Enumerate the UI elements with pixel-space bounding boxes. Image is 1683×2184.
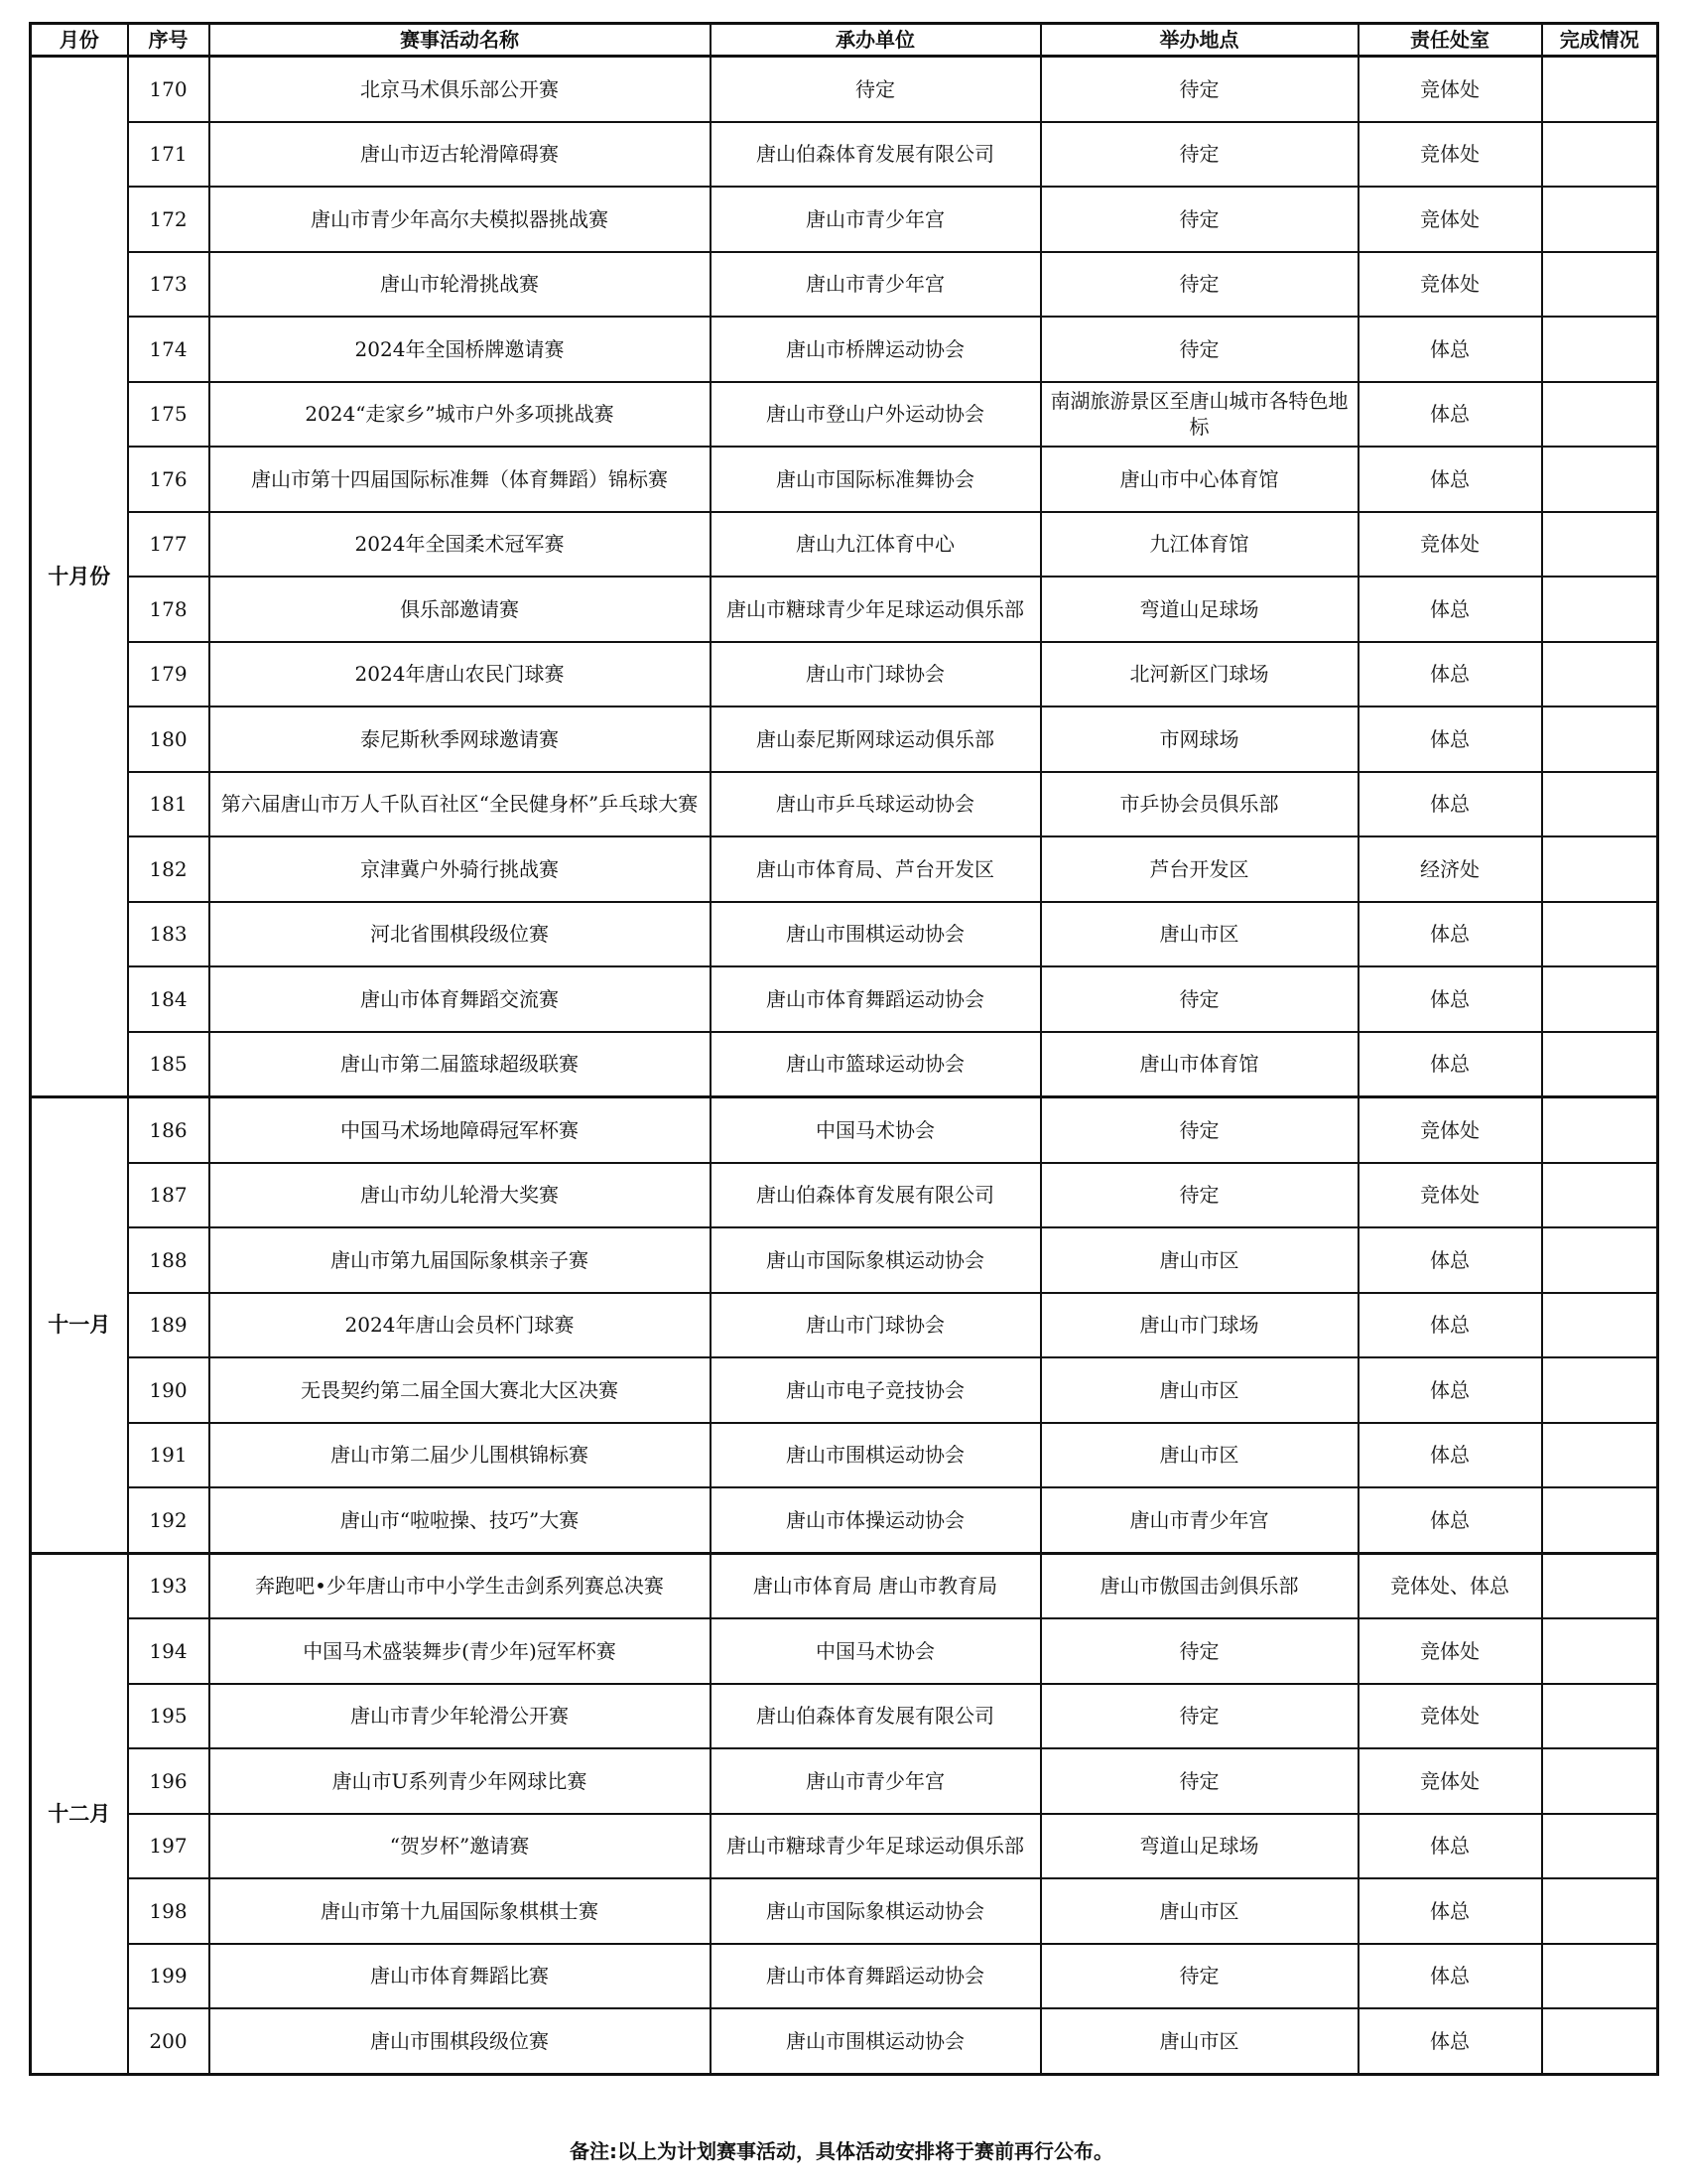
event-name-cell: 泰尼斯秋季网球邀请赛 [209,707,711,772]
responsible-office-cell: 竞体处 [1359,187,1542,252]
table-row [31,1618,1658,1684]
number-cell: 170 [128,57,209,122]
table-row [31,966,1658,1032]
table-row [31,2008,1658,2074]
responsible-office-cell: 竞体处 [1359,1684,1542,1749]
completion-status-cell [1542,966,1658,1032]
event-name-cell: 2024“走家乡”城市户外多项挑战赛 [209,382,711,448]
completion-status-cell [1542,1878,1658,1944]
responsible-office-cell: 体总 [1359,1032,1542,1097]
venue-cell: 唐山市傲国击剑俱乐部 [1041,1553,1359,1618]
organizer-cell: 中国马术协会 [711,1618,1041,1684]
completion-status-cell [1542,1487,1658,1553]
completion-status-cell [1542,1423,1658,1488]
venue-cell: 弯道山足球场 [1041,1814,1359,1879]
venue-cell: 唐山市区 [1041,1423,1359,1488]
number-cell: 174 [128,317,209,382]
venue-cell: 待定 [1041,1748,1359,1814]
table-row [31,1032,1658,1097]
event-name-cell: 中国马术场地障碍冠军杯赛 [209,1097,711,1163]
header-event-name: 赛事活动名称 [209,24,711,57]
header-month: 月份 [31,24,128,57]
event-name-cell: 唐山市幼儿轮滑大奖赛 [209,1163,711,1228]
responsible-office-cell: 竞体处 [1359,1163,1542,1228]
responsible-office-cell: 体总 [1359,642,1542,707]
number-cell: 193 [128,1553,209,1618]
responsible-office-cell: 竞体处 [1359,252,1542,318]
responsible-office-cell: 体总 [1359,447,1542,512]
completion-status-cell [1542,1618,1658,1684]
event-name-cell: 北京马术俱乐部公开赛 [209,57,711,122]
completion-status-cell [1542,1748,1658,1814]
completion-status-cell [1542,707,1658,772]
responsible-office-cell: 体总 [1359,1944,1542,2009]
event-name-cell: 唐山市第十四届国际标准舞（体育舞蹈）锦标赛 [209,447,711,512]
organizer-cell: 唐山伯森体育发展有限公司 [711,1684,1041,1749]
organizer-cell: 唐山九江体育中心 [711,512,1041,578]
number-cell: 180 [128,707,209,772]
event-name-cell: 唐山市围棋段级位赛 [209,2008,711,2074]
responsible-office-cell: 竞体处 [1359,512,1542,578]
event-name-cell: 唐山市第二届少儿围棋锦标赛 [209,1423,711,1488]
responsible-office-cell: 竞体处 [1359,1097,1542,1163]
organizer-cell: 唐山市国际象棋运动协会 [711,1878,1041,1944]
event-name-cell: 唐山市体育舞蹈比赛 [209,1944,711,2009]
header-completion-status: 完成情况 [1542,24,1658,57]
header-organizer: 承办单位 [711,24,1041,57]
responsible-office-cell: 体总 [1359,772,1542,837]
venue-cell: 唐山市中心体育馆 [1041,447,1359,512]
venue-cell: 唐山市区 [1041,1357,1359,1423]
organizer-cell: 唐山市国际象棋运动协会 [711,1227,1041,1293]
table-row [31,187,1658,252]
table-row [31,772,1658,837]
venue-cell: 九江体育馆 [1041,512,1359,578]
table-row [31,382,1658,448]
event-name-cell: 唐山市第十九届国际象棋棋士赛 [209,1878,711,1944]
venue-cell: 芦台开发区 [1041,836,1359,902]
venue-cell: 南湖旅游景区至唐山城市各特色地标 [1041,382,1359,448]
organizer-cell: 唐山市门球协会 [711,1293,1041,1358]
responsible-office-cell: 竞体处 [1359,1618,1542,1684]
table-row [31,1944,1658,2009]
responsible-office-cell: 体总 [1359,382,1542,448]
number-cell: 179 [128,642,209,707]
number-cell: 199 [128,1944,209,2009]
number-cell: 183 [128,902,209,967]
event-name-cell: 唐山市体育舞蹈交流赛 [209,966,711,1032]
organizer-cell: 唐山市乒乓球运动协会 [711,772,1041,837]
venue-cell: 唐山市区 [1041,1227,1359,1293]
event-name-cell: “贺岁杯”邀请赛 [209,1814,711,1879]
table-row [31,577,1658,642]
completion-status-cell [1542,1293,1658,1358]
organizer-cell: 待定 [711,57,1041,122]
table-row [31,1227,1658,1293]
number-cell: 191 [128,1423,209,1488]
organizer-cell: 唐山市青少年宫 [711,252,1041,318]
number-cell: 176 [128,447,209,512]
responsible-office-cell: 竞体处 [1359,57,1542,122]
number-cell: 188 [128,1227,209,1293]
completion-status-cell [1542,1684,1658,1749]
number-cell: 181 [128,772,209,837]
completion-status-cell [1542,642,1658,707]
event-name-cell: 2024年全国桥牌邀请赛 [209,317,711,382]
venue-cell: 弯道山足球场 [1041,577,1359,642]
venue-cell: 待定 [1041,122,1359,188]
completion-status-cell [1542,836,1658,902]
event-name-cell: 唐山市U系列青少年网球比赛 [209,1748,711,1814]
table-row [31,1553,1658,1618]
event-name-cell: 唐山市轮滑挑战赛 [209,252,711,318]
responsible-office-cell: 竞体处 [1359,122,1542,188]
table-row [31,1684,1658,1749]
table-row [31,1814,1658,1879]
responsible-office-cell: 体总 [1359,1227,1542,1293]
responsible-office-cell: 体总 [1359,577,1542,642]
venue-cell: 待定 [1041,252,1359,318]
venue-cell: 北河新区门球场 [1041,642,1359,707]
organizer-cell: 唐山市门球协会 [711,642,1041,707]
venue-cell: 待定 [1041,187,1359,252]
number-cell: 198 [128,1878,209,1944]
responsible-office-cell: 体总 [1359,1814,1542,1879]
table-row [31,512,1658,578]
event-name-cell: 唐山市第二届篮球超级联赛 [209,1032,711,1097]
venue-cell: 待定 [1041,1618,1359,1684]
completion-status-cell [1542,512,1658,578]
organizer-cell: 唐山市国际标准舞协会 [711,447,1041,512]
number-cell: 186 [128,1097,209,1163]
table-row [31,642,1658,707]
responsible-office-cell: 体总 [1359,1423,1542,1488]
organizer-cell: 唐山市登山户外运动协会 [711,382,1041,448]
organizer-cell: 唐山市体育局 唐山市教育局 [711,1553,1041,1618]
table-row [31,707,1658,772]
header-responsible-office: 责任处室 [1359,24,1542,57]
completion-status-cell [1542,317,1658,382]
event-name-cell: 俱乐部邀请赛 [209,577,711,642]
organizer-cell: 唐山市青少年宫 [711,187,1041,252]
number-cell: 190 [128,1357,209,1423]
organizer-cell: 唐山市体操运动协会 [711,1487,1041,1553]
header-row [31,24,1658,57]
venue-cell: 唐山市区 [1041,1878,1359,1944]
number-cell: 173 [128,252,209,318]
venue-cell: 待定 [1041,57,1359,122]
table-body [31,57,1658,2075]
table-row [31,1293,1658,1358]
responsible-office-cell: 体总 [1359,1357,1542,1423]
responsible-office-cell: 体总 [1359,902,1542,967]
event-name-cell: 无畏契约第二届全国大赛北大区决赛 [209,1357,711,1423]
responsible-office-cell: 体总 [1359,966,1542,1032]
venue-cell: 待定 [1041,317,1359,382]
event-name-cell: 唐山市“啦啦操、技巧”大赛 [209,1487,711,1553]
completion-status-cell [1542,1163,1658,1228]
month-cell: 十二月 [31,1553,128,2074]
completion-status-cell [1542,252,1658,318]
responsible-office-cell: 竞体处 [1359,1748,1542,1814]
event-name-cell: 河北省围棋段级位赛 [209,902,711,967]
number-cell: 178 [128,577,209,642]
number-cell: 172 [128,187,209,252]
completion-status-cell [1542,772,1658,837]
completion-status-cell [1542,187,1658,252]
completion-status-cell [1542,1227,1658,1293]
venue-cell: 唐山市区 [1041,2008,1359,2074]
event-name-cell: 京津冀户外骑行挑战赛 [209,836,711,902]
responsible-office-cell: 体总 [1359,1487,1542,1553]
number-cell: 175 [128,382,209,448]
event-name-cell: 2024年唐山农民门球赛 [209,642,711,707]
completion-status-cell [1542,382,1658,448]
completion-status-cell [1542,1814,1658,1879]
number-cell: 171 [128,122,209,188]
event-name-cell: 2024年唐山会员杯门球赛 [209,1293,711,1358]
number-cell: 185 [128,1032,209,1097]
event-schedule-table [29,22,1659,2076]
completion-status-cell [1542,1553,1658,1618]
venue-cell: 待定 [1041,1944,1359,2009]
event-name-cell: 奔跑吧•少年唐山市中小学生击剑系列赛总决赛 [209,1553,711,1618]
organizer-cell: 唐山市糖球青少年足球运动俱乐部 [711,1814,1041,1879]
number-cell: 184 [128,966,209,1032]
month-cell: 十一月 [31,1097,128,1554]
event-name-cell: 唐山市迈古轮滑障碍赛 [209,122,711,188]
table-row [31,1487,1658,1553]
responsible-office-cell: 体总 [1359,1878,1542,1944]
event-name-cell: 2024年全国柔术冠军赛 [209,512,711,578]
completion-status-cell [1542,122,1658,188]
event-schedule-sheet [29,22,1656,2076]
table-row [31,1748,1658,1814]
responsible-office-cell: 体总 [1359,707,1542,772]
table-row [31,1163,1658,1228]
table-row [31,317,1658,382]
month-cell: 十月份 [31,57,128,1097]
organizer-cell: 唐山市青少年宫 [711,1748,1041,1814]
number-cell: 192 [128,1487,209,1553]
event-name-cell: 第六届唐山市万人千队百社区“全民健身杯”乒乓球大赛 [209,772,711,837]
event-name-cell: 唐山市青少年轮滑公开赛 [209,1684,711,1749]
number-cell: 195 [128,1684,209,1749]
event-name-cell: 中国马术盛装舞步(青少年)冠军杯赛 [209,1618,711,1684]
table-row [31,1423,1658,1488]
header-number: 序号 [128,24,209,57]
responsible-office-cell: 经济处 [1359,836,1542,902]
table-row [31,447,1658,512]
venue-cell: 待定 [1041,1684,1359,1749]
table-row [31,902,1658,967]
venue-cell: 待定 [1041,1163,1359,1228]
organizer-cell: 唐山伯森体育发展有限公司 [711,1163,1041,1228]
completion-status-cell [1542,1097,1658,1163]
completion-status-cell [1542,1944,1658,2009]
organizer-cell: 唐山市桥牌运动协会 [711,317,1041,382]
table-row [31,122,1658,188]
completion-status-cell [1542,902,1658,967]
venue-cell: 唐山市门球场 [1041,1293,1359,1358]
organizer-cell: 唐山市围棋运动协会 [711,1423,1041,1488]
table-row [31,1357,1658,1423]
number-cell: 187 [128,1163,209,1228]
organizer-cell: 唐山泰尼斯网球运动俱乐部 [711,707,1041,772]
completion-status-cell [1542,1357,1658,1423]
number-cell: 177 [128,512,209,578]
organizer-cell: 中国马术协会 [711,1097,1041,1163]
event-name-cell: 唐山市第九届国际象棋亲子赛 [209,1227,711,1293]
venue-cell: 待定 [1041,966,1359,1032]
number-cell: 200 [128,2008,209,2074]
organizer-cell: 唐山伯森体育发展有限公司 [711,122,1041,188]
completion-status-cell [1542,1032,1658,1097]
venue-cell: 市网球场 [1041,707,1359,772]
number-cell: 182 [128,836,209,902]
organizer-cell: 唐山市篮球运动协会 [711,1032,1041,1097]
table-row [31,252,1658,318]
organizer-cell: 唐山市体育舞蹈运动协会 [711,966,1041,1032]
number-cell: 197 [128,1814,209,1879]
footnote: 备注:以上为计划赛事活动，具体活动安排将于赛前再行公布。 [570,2139,1113,2163]
responsible-office-cell: 竞体处、体总 [1359,1553,1542,1618]
completion-status-cell [1542,447,1658,512]
organizer-cell: 唐山市糖球青少年足球运动俱乐部 [711,577,1041,642]
venue-cell: 唐山市区 [1041,902,1359,967]
table-row [31,57,1658,122]
number-cell: 194 [128,1618,209,1684]
table-row [31,836,1658,902]
event-name-cell: 唐山市青少年高尔夫模拟器挑战赛 [209,187,711,252]
completion-status-cell [1542,57,1658,122]
organizer-cell: 唐山市电子竞技协会 [711,1357,1041,1423]
venue-cell: 唐山市体育馆 [1041,1032,1359,1097]
organizer-cell: 唐山市围棋运动协会 [711,902,1041,967]
header-venue: 举办地点 [1041,24,1359,57]
number-cell: 196 [128,1748,209,1814]
responsible-office-cell: 体总 [1359,1293,1542,1358]
venue-cell: 市乒协会员俱乐部 [1041,772,1359,837]
table-row [31,1097,1658,1163]
responsible-office-cell: 体总 [1359,317,1542,382]
venue-cell: 唐山市青少年宫 [1041,1487,1359,1553]
organizer-cell: 唐山市体育舞蹈运动协会 [711,1944,1041,2009]
venue-cell: 待定 [1041,1097,1359,1163]
completion-status-cell [1542,2008,1658,2074]
organizer-cell: 唐山市体育局、芦台开发区 [711,836,1041,902]
number-cell: 189 [128,1293,209,1358]
responsible-office-cell: 体总 [1359,2008,1542,2074]
organizer-cell: 唐山市围棋运动协会 [711,2008,1041,2074]
table-row [31,1878,1658,1944]
completion-status-cell [1542,577,1658,642]
